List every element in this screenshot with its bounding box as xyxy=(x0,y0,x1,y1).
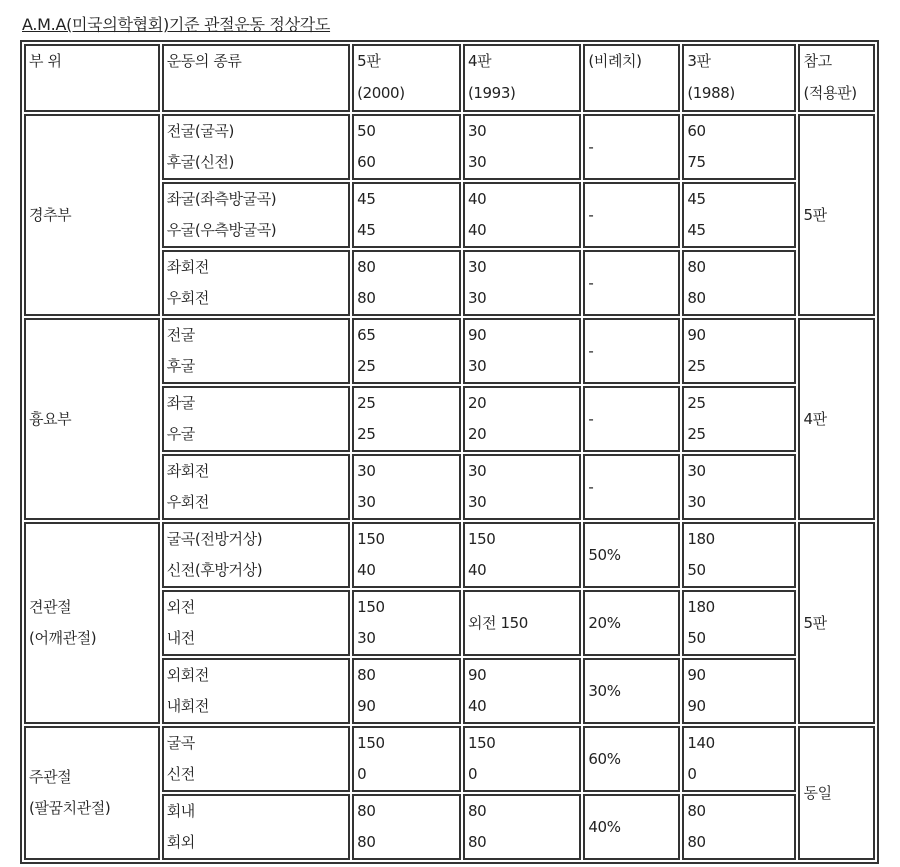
applied-edition-cell: 5판 xyxy=(798,114,875,316)
ed4-value-cell: 20 20 xyxy=(463,386,581,452)
ratio-cell: - xyxy=(583,182,680,248)
header-5th-edition: 5판 (2000) xyxy=(352,44,461,112)
ratio-cell: 20% xyxy=(583,590,680,656)
ed5-value-cell: 30 30 xyxy=(352,454,461,520)
ed5-value-cell: 150 30 xyxy=(352,590,461,656)
motion-cell: 외회전 내회전 xyxy=(162,658,350,724)
ed4-value-cell: 외전 150 xyxy=(463,590,581,656)
ratio-cell: - xyxy=(583,114,680,180)
ed3-value-cell: 140 0 xyxy=(682,726,796,792)
ratio-cell: - xyxy=(583,318,680,384)
motion-cell: 외전 내전 xyxy=(162,590,350,656)
applied-edition-cell: 4판 xyxy=(798,318,875,520)
header-row xyxy=(24,44,875,112)
ed4-value-cell: 40 40 xyxy=(463,182,581,248)
ed5-value-cell: 25 25 xyxy=(352,386,461,452)
page-title: A.M.A(미국의학협회)기준 관절운동 정상각도 xyxy=(22,15,331,34)
motion-cell: 좌굴 우굴 xyxy=(162,386,350,452)
ed3-value-cell: 25 25 xyxy=(682,386,796,452)
ratio-cell: 40% xyxy=(583,794,680,860)
applied-edition-cell: 5판 xyxy=(798,522,875,724)
ratio-cell: - xyxy=(583,250,680,316)
ed5-value-cell: 150 0 xyxy=(352,726,461,792)
ed4-value-cell: 30 30 xyxy=(463,114,581,180)
table-row xyxy=(24,522,875,588)
ed3-value-cell: 90 90 xyxy=(682,658,796,724)
motion-cell: 전굴(굴곡) 후굴(신전) xyxy=(162,114,350,180)
ed5-value-cell: 80 90 xyxy=(352,658,461,724)
body-part-cell: 경추부 xyxy=(24,114,160,316)
ratio-cell: 50% xyxy=(583,522,680,588)
motion-cell: 좌굴(좌측방굴곡) 우굴(우측방굴곡) xyxy=(162,182,350,248)
ed4-value-cell: 90 40 xyxy=(463,658,581,724)
ed5-value-cell: 65 25 xyxy=(352,318,461,384)
table-row xyxy=(24,114,875,180)
motion-cell: 좌회전 우회전 xyxy=(162,454,350,520)
ratio-cell: - xyxy=(583,454,680,520)
rom-table xyxy=(20,40,879,864)
motion-cell: 좌회전 우회전 xyxy=(162,250,350,316)
ratio-cell: 60% xyxy=(583,726,680,792)
header-ratio: (비례치) xyxy=(583,44,680,112)
ed4-value-cell: 80 80 xyxy=(463,794,581,860)
motion-cell: 굴곡 신전 xyxy=(162,726,350,792)
motion-cell: 회내 회외 xyxy=(162,794,350,860)
motion-cell: 전굴 후굴 xyxy=(162,318,350,384)
ratio-cell: 30% xyxy=(583,658,680,724)
header-part: 부 위 xyxy=(24,44,160,112)
table-row xyxy=(24,726,875,792)
applied-edition-cell: 동일 xyxy=(798,726,875,860)
ed5-value-cell: 50 60 xyxy=(352,114,461,180)
ed3-value-cell: 45 45 xyxy=(682,182,796,248)
ed5-value-cell: 80 80 xyxy=(352,794,461,860)
body-part-cell: 견관절 (어깨관절) xyxy=(24,522,160,724)
header-motion: 운동의 종류 xyxy=(162,44,350,112)
ed3-value-cell: 30 30 xyxy=(682,454,796,520)
ed3-value-cell: 180 50 xyxy=(682,590,796,656)
ed4-value-cell: 30 30 xyxy=(463,250,581,316)
header-4th-edition: 4판 (1993) xyxy=(463,44,581,112)
ed3-value-cell: 60 75 xyxy=(682,114,796,180)
header-3rd-edition: 3판 (1988) xyxy=(682,44,796,112)
ed5-value-cell: 80 80 xyxy=(352,250,461,316)
ed5-value-cell: 45 45 xyxy=(352,182,461,248)
table-body xyxy=(24,114,875,860)
ratio-cell: - xyxy=(583,386,680,452)
table-row xyxy=(24,318,875,384)
ed3-value-cell: 90 25 xyxy=(682,318,796,384)
ed3-value-cell: 80 80 xyxy=(682,250,796,316)
ed4-value-cell: 90 30 xyxy=(463,318,581,384)
ed4-value-cell: 150 0 xyxy=(463,726,581,792)
body-part-cell: 주관절 (팔꿈치관절) xyxy=(24,726,160,860)
ed4-value-cell: 30 30 xyxy=(463,454,581,520)
body-part-cell: 흉요부 xyxy=(24,318,160,520)
ed3-value-cell: 180 50 xyxy=(682,522,796,588)
header-applied-edition: 참고 (적용판) xyxy=(798,44,875,112)
ed3-value-cell: 80 80 xyxy=(682,794,796,860)
ed4-value-cell: 150 40 xyxy=(463,522,581,588)
ed5-value-cell: 150 40 xyxy=(352,522,461,588)
motion-cell: 굴곡(전방거상) 신전(후방거상) xyxy=(162,522,350,588)
